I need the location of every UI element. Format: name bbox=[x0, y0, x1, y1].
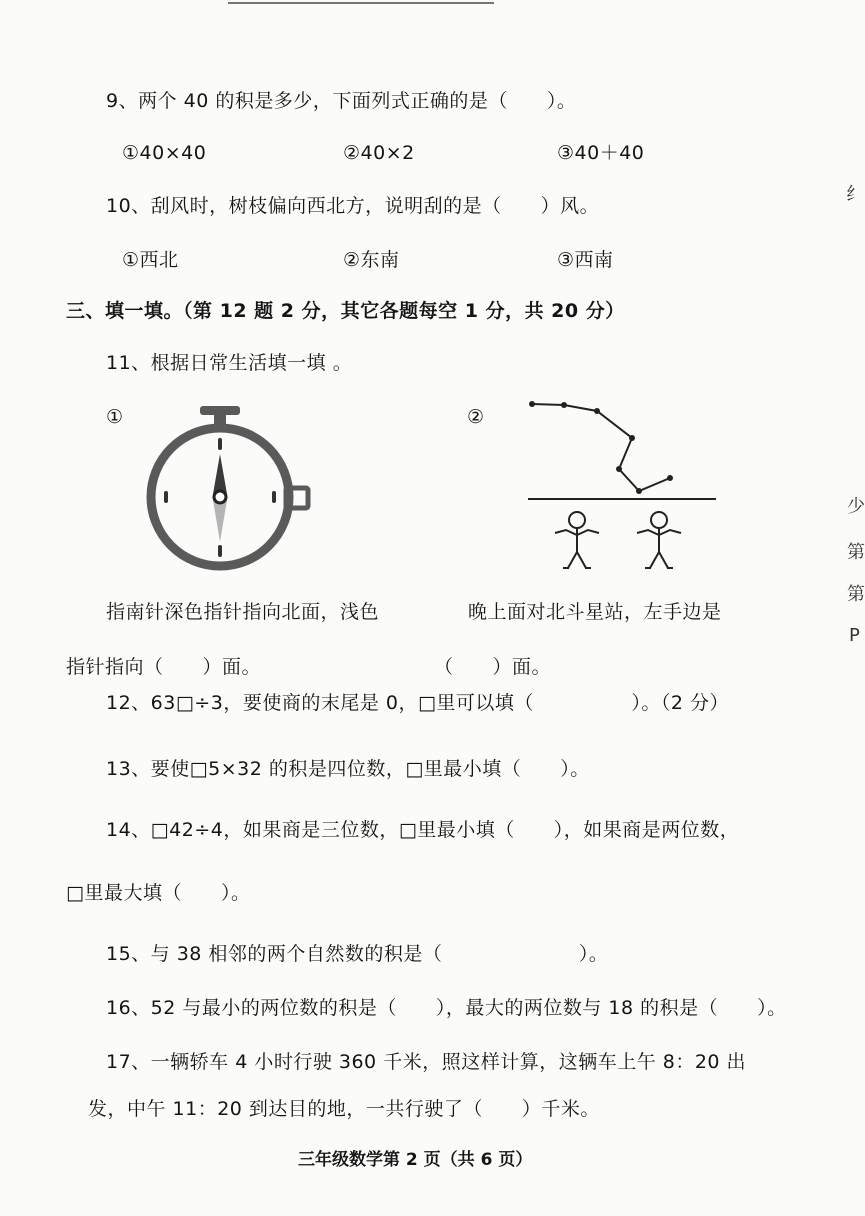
q14-line1: 14、□42÷4，如果商是三位数，□里最小填（ ），如果商是两位数， bbox=[106, 819, 740, 841]
right-edge-mark-2: 少 bbox=[847, 496, 865, 517]
q9-option-1: ①40×40 bbox=[122, 142, 207, 164]
q12-text: 12、63□÷3，要使商的末尾是 0，□里可以填（ ）。（2 分） bbox=[106, 692, 730, 714]
q17-line2: 发，中午 11：20 到达目的地，一共行驶了（ ）千米。 bbox=[88, 1098, 600, 1120]
right-edge-mark-5: P bbox=[849, 625, 860, 646]
compass-illustration bbox=[140, 402, 320, 582]
q14-line2: □里最大填（ ）。 bbox=[66, 882, 251, 904]
compass-light-needle bbox=[213, 500, 227, 542]
q15-text: 15、与 38 相邻的两个自然数的积是（ ）。 bbox=[106, 943, 609, 965]
stick-figure-2 bbox=[637, 512, 681, 568]
big-dipper-lines bbox=[532, 404, 670, 491]
q10-stem: 10、刮风时，树枝偏向西北方，说明刮的是（ ）风。 bbox=[106, 195, 600, 217]
q10-option-3: ③西南 bbox=[557, 249, 614, 271]
page-footer: 三年级数学第 2 页（共 6 页） bbox=[298, 1150, 533, 1170]
star bbox=[636, 488, 642, 494]
dipper-caption-line2: （ ）面。 bbox=[434, 656, 552, 678]
top-border-line bbox=[228, 2, 494, 4]
right-edge-mark-4: 第 bbox=[847, 584, 865, 605]
right-edge-mark-3: 第 bbox=[847, 542, 865, 563]
star bbox=[561, 402, 567, 408]
compass-top-bar bbox=[200, 406, 240, 415]
star bbox=[667, 475, 673, 481]
compass-pivot bbox=[214, 491, 226, 503]
star bbox=[529, 401, 535, 407]
q11-stem: 11、根据日常生活填一填 。 bbox=[106, 352, 353, 374]
compass-dark-needle bbox=[213, 454, 227, 494]
q13-text: 13、要使□5×32 的积是四位数，□里最小填（ ）。 bbox=[106, 758, 590, 780]
star bbox=[594, 408, 600, 414]
star bbox=[616, 466, 622, 472]
figure-2-marker: ② bbox=[467, 406, 485, 428]
star bbox=[629, 435, 635, 441]
q10-option-1: ①西北 bbox=[122, 249, 179, 271]
q16-text: 16、52 与最小的两位数的积是（ ），最大的两位数与 18 的积是（ ）。 bbox=[106, 997, 787, 1019]
stick-figure-1 bbox=[555, 512, 599, 568]
big-dipper-illustration bbox=[522, 396, 722, 581]
compass-caption-line2: 指针指向（ ）面。 bbox=[66, 656, 262, 678]
q9-stem: 9、两个 40 的积是多少，下面列式正确的是（ ）。 bbox=[106, 90, 577, 112]
figure-1-marker: ① bbox=[106, 406, 124, 428]
q10-option-2: ②东南 bbox=[343, 249, 400, 271]
q17-line1: 17、一辆轿车 4 小时行驶 360 千米，照这样计算，这辆车上午 8：20 出 bbox=[106, 1051, 747, 1073]
compass-caption-line1: 指南针深色指针指向北面，浅色 bbox=[106, 601, 380, 623]
right-edge-mark-1: 纟 bbox=[846, 184, 864, 205]
q9-option-3: ③40＋40 bbox=[557, 142, 645, 164]
dipper-caption-line1: 晚上面对北斗星站，左手边是 bbox=[468, 601, 722, 623]
q9-option-2: ②40×2 bbox=[343, 142, 415, 164]
section-3-title: 三、填一填。（第 12 题 2 分，其它各题每空 1 分，共 20 分） bbox=[66, 300, 625, 322]
